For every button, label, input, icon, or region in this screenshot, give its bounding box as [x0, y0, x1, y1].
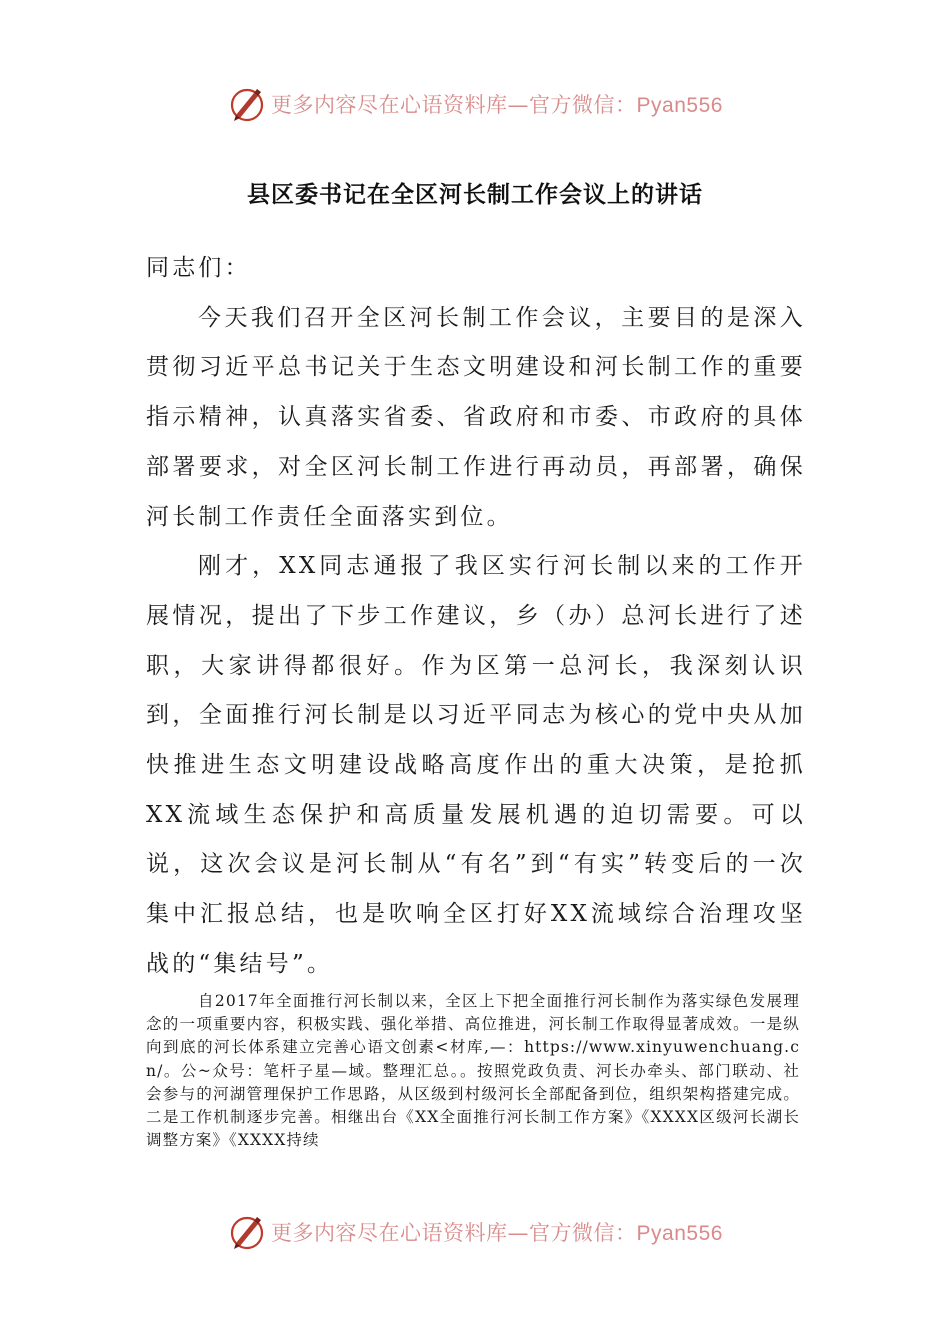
document-title: 县区委书记在全区河长制工作会议上的讲话 [247, 182, 703, 208]
header-banner [0, 82, 950, 126]
footer-banner [0, 1210, 950, 1254]
paragraph-1: 今天我们召开全区河长制工作会议，主要目的是深入贯彻习近平总书记关于生态文明建设和河长制工作的重要指示精神，认真落实省委、省政府和市委、市政府的具体部署要求，对全区河长制工作进行再动员，再部署，确保河长制工作责任全面落实到位。 [146, 304, 806, 530]
wechat-id: Pyan556 [636, 94, 723, 117]
small-paragraph: 自2017年全面推行河长制以来，全区上下把全面推行河长制作为落实绿色发展理念的一项重要内容，积极实践、强化举措、高位推进，河长制工作取得显著成效。一是纵向到底的河长体系建立完善心语文创素<材库,—：https://www.xinyuwenchuang.cn/。公~众号：笔杆子星—域。整理汇总。。按照党政负责、河长办牵头、部门联动、社会参与的河湖管理保护工作思路，从区级到村级河长全部配备到位，组织架构搭建完成。二是工作机制逐步完善。相继出台《XX全面推行河长制工作方案》《XXXX区级河长湖长调整方案》《XXXX持续 [146, 992, 800, 1150]
paragraph-2: 刚才，XX同志通报了我区实行河长制以来的工作开展情况，提出了下步工作建议，乡（办）总河长进行了述职，大家讲得都很好。作为区第一总河长，我深刻认识到，全面推行河长制是以习近平同志为核心的党中央从加快推进生态文明建设战略高度作出的重大决策，是抢抓XX流域生态保护和高质量发展机遇的迫切需要。可以说，这次会议是河长制从“有名”到“有实”转变后的一次集中汇报总结，也是吹响全区打好XX流域综合治理攻坚战的“集结号”。 [146, 553, 806, 977]
pen-circle-logo-icon [227, 84, 267, 124]
pen-circle-logo-icon [227, 1212, 267, 1252]
banner-text: 更多内容尽在心语资料库—官方微信：Pyan556 [271, 93, 723, 117]
document-body [146, 244, 806, 990]
salutation: 同志们： [146, 255, 251, 281]
wechat-id: Pyan556 [636, 1222, 723, 1245]
banner-text: 更多内容尽在心语资料库—官方微信：Pyan556 [271, 1221, 723, 1245]
